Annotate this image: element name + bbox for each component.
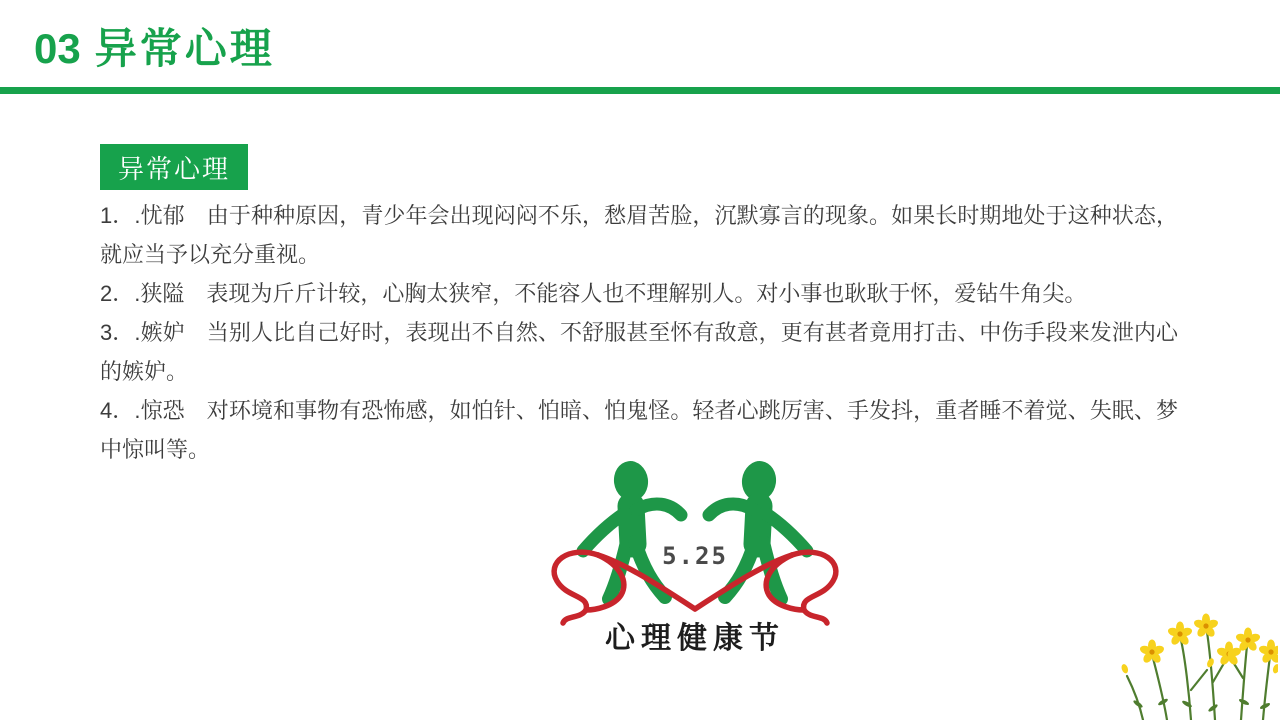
logo-caption: 心理健康节 <box>605 622 785 655</box>
list-item: 1．.忧郁 由于种种原因，青少年会出现闷闷不乐，愁眉苦脸，沉默寡言的现象。如果长时期地处于这种状态，就应当予以充分重视。 <box>100 203 1178 267</box>
page-title: 异常心理 <box>94 25 275 72</box>
section-badge-label: 异常心理 <box>117 153 230 184</box>
slide-number: 03 <box>34 25 81 72</box>
section-badge <box>100 144 248 190</box>
person-figure-left-icon <box>583 459 681 599</box>
list-item: 2．.狭隘 表现为斤斤计较，心胸太狭窄，不能容人也不理解别人。对小事也耿耿于怀，爱钻牛角尖。 <box>100 281 1087 306</box>
flower-decoration-icon <box>1113 612 1278 720</box>
mental-health-day-logo <box>530 452 860 627</box>
content-text-block <box>100 196 1178 469</box>
person-figure-right-icon <box>709 459 807 599</box>
list-item: 3．.嫉妒 当别人比自己好时，表现出不自然、不舒服甚至怀有敌意，更有甚者竟用打击、中伤手段来发泄内心的嫉妒。 <box>100 320 1178 384</box>
header-divider <box>0 87 1280 94</box>
logo-date-label: 5.25 <box>662 542 728 570</box>
slide-header <box>34 24 275 74</box>
list-item: 4．.惊恐 对环境和事物有恐怖感，如怕针、怕暗、怕鬼怪。轻者心跳厉害、手发抖，重者睡不着觉、失眠、梦中惊叫等。 <box>100 398 1178 462</box>
